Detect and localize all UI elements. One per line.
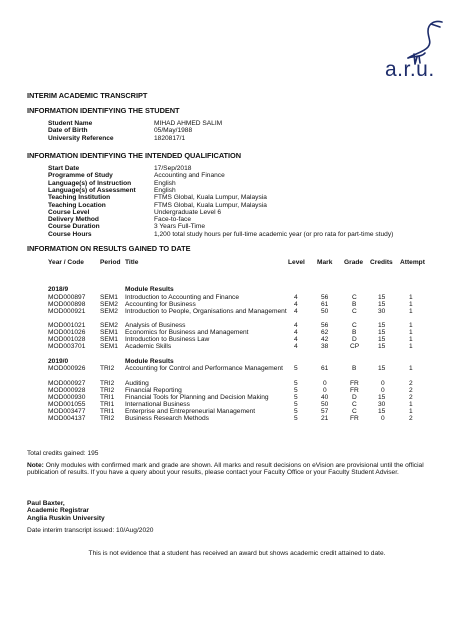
table-row: MOD001028 SEM1 Introduction to Business Law 4 42 D 15 1 xyxy=(48,335,413,343)
signatory-role: Academic Registrar xyxy=(27,507,89,515)
year-group-heading: 2018/9 Module Results xyxy=(48,286,174,293)
table-row: MOD000921 SEM2 Introduction to People, Organisations and Management 4 50 C 30 1 xyxy=(48,307,413,315)
results-table xyxy=(48,259,448,434)
table-row: MOD004137 TRI2 Business Research Methods 5 21 FR 0 2 xyxy=(48,414,413,422)
table-row: MOD000926 TRI2 Accounting for Control and Performance Management 5 61 B 15 1 xyxy=(48,365,413,372)
table-row: MOD000930 TRI1 Financial Tools for Planning and Decision Making 5 40 D 15 2 xyxy=(48,393,413,401)
table-row: MOD003477 TRI1 Enterprise and Entrepreneurial Management 5 57 C 15 1 xyxy=(48,407,413,415)
student-fields xyxy=(48,120,448,144)
table-row: MOD000897 SEM1 Introduction to Accounting and Finance 4 56 C 15 1 xyxy=(48,293,413,301)
table-row: MOD001055 TRI1 International Business 5 50 C 30 1 xyxy=(48,400,413,408)
note xyxy=(27,462,447,477)
field-programme: Programme of Study Accounting and Finance xyxy=(48,172,225,180)
table-row: MOD000898 SEM2 Accounting for Business 4 61 B 15 1 xyxy=(48,300,413,308)
field-start-date: Start Date 17/Sep/2018 xyxy=(48,165,192,172)
table-row: MOD001026 SEM1 Economics for Business and Management 4 62 B 15 1 xyxy=(48,328,413,336)
field-language-instruction: Language(s) of Instruction English xyxy=(48,179,176,187)
table-row: MOD003701 SEM1 Academic Skills 4 38 CP 15 1 xyxy=(48,342,413,350)
field-student-name: Student Name MIHAD AHMED SALIM xyxy=(48,120,223,127)
field-course-hours: Course Hours 1,200 total study hours per full-time academic year (or pro rata for part-time study) xyxy=(48,230,394,238)
field-course-level: Course Level Undergraduate Level 6 xyxy=(48,208,222,216)
year-group-heading: 2019/0 Module Results xyxy=(48,358,174,365)
table-row: MOD001021 SEM2 Analysis of Business 4 56 C 15 1 xyxy=(48,321,413,329)
field-teaching-location: Teaching Location FTMS Global, Kuala Lumpur, Malaysia xyxy=(48,201,267,209)
qualification-fields xyxy=(48,165,448,240)
qualification-section-heading: INFORMATION IDENTIFYING THE INTENDED QUALIFICATION xyxy=(27,151,242,160)
aru-logo-text: a.r.u. xyxy=(385,58,435,81)
field-date-of-birth: Date of Birth 05/May/1988 xyxy=(48,127,193,135)
signatory-name: Paul Baxter, xyxy=(27,500,65,507)
field-language-assessment: Language(s) of Assessment English xyxy=(48,186,176,194)
signatory-org: Anglia Ruskin University xyxy=(27,514,105,522)
field-course-duration: Course Duration 3 Years Full-Time xyxy=(48,223,206,231)
table-row: MOD000927 TRI2 Auditing 5 0 FR 0 2 xyxy=(48,379,413,387)
disclaimer: This is not evidence that a student has received an award but shows academic credit attained to date. xyxy=(88,550,386,557)
issue-date: Date interim transcript issued: 10/Aug/2020 xyxy=(27,527,154,534)
note-text: Only modules with confirmed mark and grade are shown. All marks and result decisions on eVision are provisional until the official publication of results. If you have a query about your results, please contact your Faculty Office or your Faculty Student Adviser. xyxy=(27,462,424,477)
field-delivery-method: Delivery Method Face-to-face xyxy=(48,216,192,224)
field-university-reference: University Reference 1820817/1 xyxy=(48,134,186,142)
results-section-heading: INFORMATION ON RESULTS GAINED TO DATE xyxy=(27,244,191,253)
field-teaching-institution: Teaching Institution FTMS Global, Kuala Lumpur, Malaysia xyxy=(48,194,267,202)
note-label: Note: xyxy=(27,462,44,469)
signatory-block xyxy=(27,500,105,522)
table-row: MOD000928 TRI2 Financial Reporting 5 0 FR 0 2 xyxy=(48,386,413,394)
results-table-header: Year / Code Period Title Level Mark Grade Credits Attempt xyxy=(48,259,425,266)
student-section-heading: INFORMATION IDENTIFYING THE STUDENT xyxy=(27,106,180,115)
document-title: INTERIM ACADEMIC TRANSCRIPT xyxy=(27,91,148,100)
total-credits: Total credits gained: 195 xyxy=(27,450,99,457)
